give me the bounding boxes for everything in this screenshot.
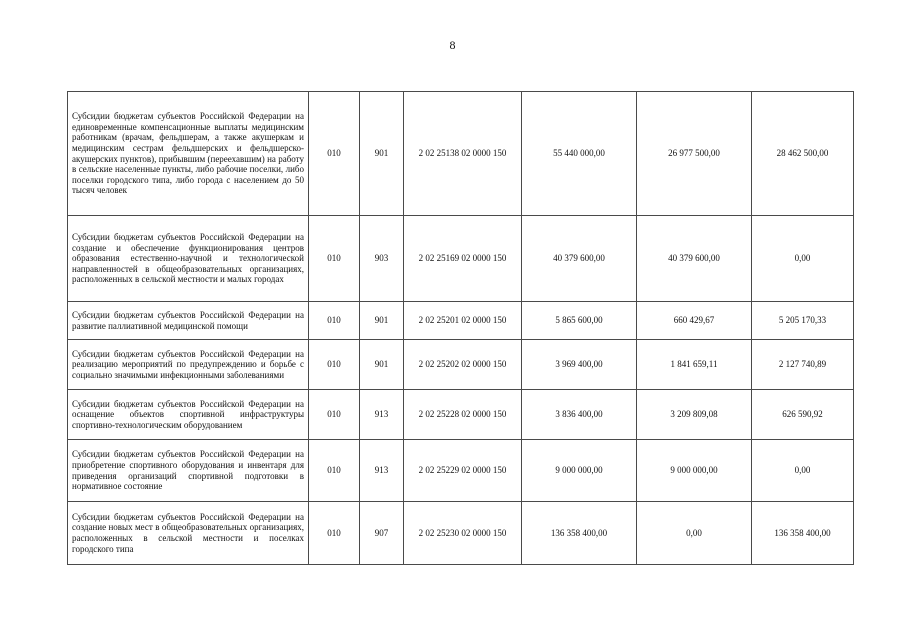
table-row xyxy=(68,390,854,440)
row-description: Субсидии бюджетам субъектов Российской Федерации на оснащение объектов спортивной инфраструктуры спортивно-технологическим оборудованием xyxy=(68,390,309,440)
budget-classification-code-cell: 2 02 25138 02 0000 150 xyxy=(404,92,522,216)
admin-code-cell: 010 xyxy=(309,502,360,565)
admin-code-cell: 010 xyxy=(309,390,360,440)
row-description: Субсидии бюджетам субъектов Российской Федерации на единовременные компенсационные выплаты медицинским работникам (врачам, фельдшерам, а также акушеркам и медицинским сестрам фельдшерских и фельдшерско-акушерских пунктов), прибывшим (переехавшим) на работу в сельские населенные пункты, либо рабочие поселки, либо поселки городского типа, либо города с населением до 50 тысяч человек xyxy=(68,92,309,216)
budget-classification-code-cell: 2 02 25230 02 0000 150 xyxy=(404,502,522,565)
planned-amount-cell: 55 440 000,00 xyxy=(522,92,637,216)
row-description: Субсидии бюджетам субъектов Российской Федерации на приобретение спортивного оборудования и инвентаря для приведения организаций спортивной подготовки в нормативное состояние xyxy=(68,440,309,502)
budget-classification-code-cell: 2 02 25228 02 0000 150 xyxy=(404,390,522,440)
executed-amount-cell: 26 977 500,00 xyxy=(637,92,752,216)
row-description: Субсидии бюджетам субъектов Российской Федерации на создание новых мест в общеобразовательных организациях, расположенных в сельской местности и поселках городского типа xyxy=(68,502,309,565)
remaining-amount-cell: 0,00 xyxy=(752,216,854,302)
planned-amount-cell: 136 358 400,00 xyxy=(522,502,637,565)
department-code-cell: 901 xyxy=(360,340,404,390)
budget-classification-code-cell: 2 02 25201 02 0000 150 xyxy=(404,302,522,340)
remaining-amount-cell: 0,00 xyxy=(752,440,854,502)
row-description: Субсидии бюджетам субъектов Российской Федерации на развитие паллиативной медицинской помощи xyxy=(68,302,309,340)
table-row xyxy=(68,92,854,216)
budget-classification-code-cell: 2 02 25202 02 0000 150 xyxy=(404,340,522,390)
executed-amount-cell: 660 429,67 xyxy=(637,302,752,340)
remaining-amount-cell: 626 590,92 xyxy=(752,390,854,440)
executed-amount-cell: 40 379 600,00 xyxy=(637,216,752,302)
row-description: Субсидии бюджетам субъектов Российской Федерации на создание и обеспечение функционирования центров образования естественно-научной и технологической направленностей в общеобразовательных организациях, расположенных в сельской местности и малых городах xyxy=(68,216,309,302)
page-number: 8 xyxy=(449,38,456,52)
executed-amount-cell: 0,00 xyxy=(637,502,752,565)
executed-amount-cell: 9 000 000,00 xyxy=(637,440,752,502)
executed-amount-cell: 3 209 809,08 xyxy=(637,390,752,440)
remaining-amount-cell: 5 205 170,33 xyxy=(752,302,854,340)
admin-code-cell: 010 xyxy=(309,216,360,302)
department-code-cell: 913 xyxy=(360,390,404,440)
planned-amount-cell: 3 836 400,00 xyxy=(522,390,637,440)
admin-code-cell: 010 xyxy=(309,340,360,390)
remaining-amount-cell: 2 127 740,89 xyxy=(752,340,854,390)
remaining-amount-cell: 28 462 500,00 xyxy=(752,92,854,216)
admin-code-cell: 010 xyxy=(309,92,360,216)
table-row xyxy=(68,216,854,302)
budget-table xyxy=(67,91,854,565)
planned-amount-cell: 5 865 600,00 xyxy=(522,302,637,340)
row-description: Субсидии бюджетам субъектов Российской Федерации на реализацию мероприятий по предупреждению и борьбе с социально значимыми инфекционными заболеваниями xyxy=(68,340,309,390)
department-code-cell: 907 xyxy=(360,502,404,565)
admin-code-cell: 010 xyxy=(309,440,360,502)
table-row xyxy=(68,302,854,340)
department-code-cell: 913 xyxy=(360,440,404,502)
executed-amount-cell: 1 841 659,11 xyxy=(637,340,752,390)
table-row xyxy=(68,440,854,502)
admin-code-cell: 010 xyxy=(309,302,360,340)
budget-classification-code-cell: 2 02 25169 02 0000 150 xyxy=(404,216,522,302)
planned-amount-cell: 40 379 600,00 xyxy=(522,216,637,302)
remaining-amount-cell: 136 358 400,00 xyxy=(752,502,854,565)
planned-amount-cell: 3 969 400,00 xyxy=(522,340,637,390)
department-code-cell: 901 xyxy=(360,302,404,340)
department-code-cell: 901 xyxy=(360,92,404,216)
table-row xyxy=(68,340,854,390)
table-row xyxy=(68,502,854,565)
planned-amount-cell: 9 000 000,00 xyxy=(522,440,637,502)
department-code-cell: 903 xyxy=(360,216,404,302)
budget-classification-code-cell: 2 02 25229 02 0000 150 xyxy=(404,440,522,502)
